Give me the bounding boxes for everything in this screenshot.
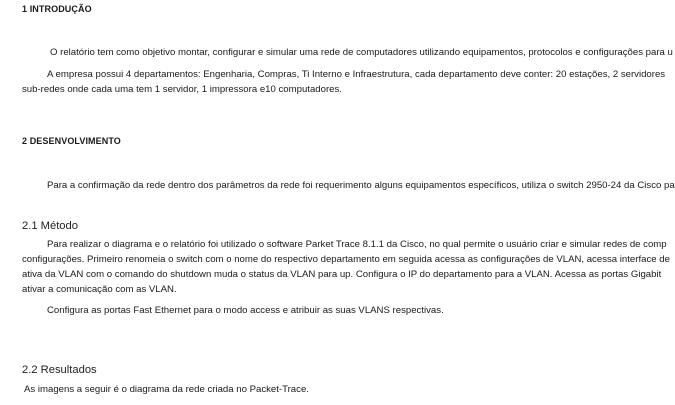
method-line-2: configurações. Primeiro renomeia o switch com o nome do respectivo departamento em seguida acessa as configurações de VLAN, acessa interface de: [22, 254, 670, 265]
intro-paragraph-2-line-2: sub-redes onde cada uma tem 1 servidor, 1 impressora e10 computadores.: [22, 84, 342, 95]
method-line-4: ativar a comunicação com as VLAN.: [22, 284, 177, 295]
method-line-3: ativa da VLAN com o comando do shutdown muda o status da VLAN para up. Configura o IP do departamento para a VLAN. Acessa as portas Gigabit: [22, 269, 662, 280]
method-paragraph-2: Configura as portas Fast Ethernet para o modo access e atribuir as suas VLANS respectivas.: [47, 305, 444, 316]
dev-paragraph-1: Para a confirmação da rede dentro dos parâmetros da rede foi requerimento alguns equipamentos específicos, utiliza o switch 2950-24 da Cisco pa: [47, 180, 675, 191]
results-paragraph-1: As imagens a seguir é o diagrama da rede criada no Packet-Trace.: [24, 384, 309, 395]
method-line-1: Para realizar o diagrama e o relatório foi utilizado o software Parket Trace 8.1.1 da Cisco, no qual permite o usuário criar e simular redes de comp: [47, 239, 667, 250]
heading-resultados: 2.2 Resultados: [22, 364, 97, 376]
intro-paragraph-1: O relatório tem como objetivo montar, configurar e simular uma rede de computadores utilizando equipamentos, protocolos e configurações para u: [50, 47, 673, 58]
heading-introducao: 1 INTRODUÇÃO: [22, 4, 92, 14]
intro-paragraph-2-line-1: A empresa possui 4 departamentos: Engenharia, Compras, Ti Interno e Infraestrutura, cada departamento deve conter: 20 estações, 2 servidores: [47, 69, 666, 80]
heading-desenvolvimento: 2 DESENVOLVIMENTO: [22, 136, 121, 146]
heading-metodo: 2.1 Método: [22, 220, 78, 232]
